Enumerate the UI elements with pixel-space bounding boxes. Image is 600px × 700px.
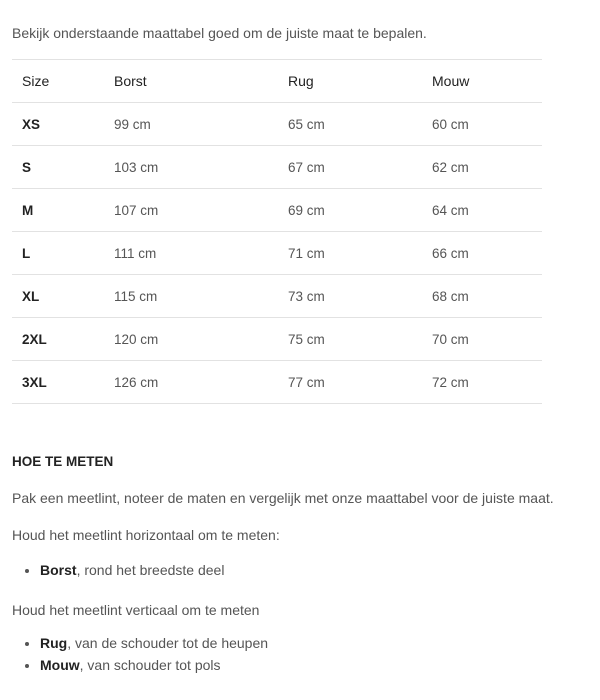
list-item-term: Borst [40, 562, 77, 578]
vertical-list [12, 632, 588, 676]
mouw-cell: 68 cm [422, 275, 542, 318]
table-row [12, 318, 542, 361]
borst-cell: 120 cm [104, 318, 278, 361]
mouw-cell: 64 cm [422, 189, 542, 232]
size-table [12, 59, 542, 404]
borst-cell: 126 cm [104, 361, 278, 404]
rug-cell: 71 cm [278, 232, 422, 275]
column-header-borst: Borst [104, 60, 278, 103]
size-cell: 2XL [12, 318, 104, 361]
rug-cell: 77 cm [278, 361, 422, 404]
how-to-measure-heading: HOE TE METEN [12, 454, 114, 469]
horizontal-list [12, 559, 588, 581]
list-item-desc: , rond het breedste deel [76, 562, 225, 578]
list-item-term: Rug [40, 635, 68, 651]
table-row [12, 103, 542, 146]
mouw-cell: 60 cm [422, 103, 542, 146]
table-header-row [12, 60, 542, 103]
column-header-rug: Rug [278, 60, 422, 103]
mouw-cell: 66 cm [422, 232, 542, 275]
borst-cell: 99 cm [104, 103, 278, 146]
rug-cell: 67 cm [278, 146, 422, 189]
list-item [40, 559, 588, 581]
intro-text: Bekijk onderstaande maattabel goed om de juiste maat te bepalen. [12, 25, 427, 41]
size-cell: S [12, 146, 104, 189]
measure-intro-text: Pak een meetlint, noteer de maten en vergelijk met onze maattabel voor de juiste maat. [12, 490, 554, 506]
table-row [12, 275, 542, 318]
mouw-cell: 72 cm [422, 361, 542, 404]
list-item [40, 654, 588, 676]
mouw-cell: 70 cm [422, 318, 542, 361]
column-header-size: Size [12, 60, 104, 103]
vertical-instruction: Houd het meetlint verticaal om te meten [12, 602, 260, 618]
size-cell: XS [12, 103, 104, 146]
horizontal-instruction: Houd het meetlint horizontaal om te meten: [12, 527, 280, 543]
list-item [40, 632, 588, 654]
table-row [12, 232, 542, 275]
list-item-desc: , van schouder tot pols [79, 657, 221, 673]
mouw-cell: 62 cm [422, 146, 542, 189]
rug-cell: 73 cm [278, 275, 422, 318]
borst-cell: 107 cm [104, 189, 278, 232]
table-row [12, 361, 542, 404]
rug-cell: 69 cm [278, 189, 422, 232]
column-header-mouw: Mouw [422, 60, 542, 103]
table-row [12, 189, 542, 232]
size-cell: L [12, 232, 104, 275]
list-item-term: Mouw [40, 657, 80, 673]
rug-cell: 65 cm [278, 103, 422, 146]
borst-cell: 111 cm [104, 232, 278, 275]
list-item-desc: , van de schouder tot de heupen [67, 635, 269, 651]
rug-cell: 75 cm [278, 318, 422, 361]
borst-cell: 115 cm [104, 275, 278, 318]
size-cell: 3XL [12, 361, 104, 404]
size-cell: XL [12, 275, 104, 318]
size-cell: M [12, 189, 104, 232]
table-row [12, 146, 542, 189]
borst-cell: 103 cm [104, 146, 278, 189]
